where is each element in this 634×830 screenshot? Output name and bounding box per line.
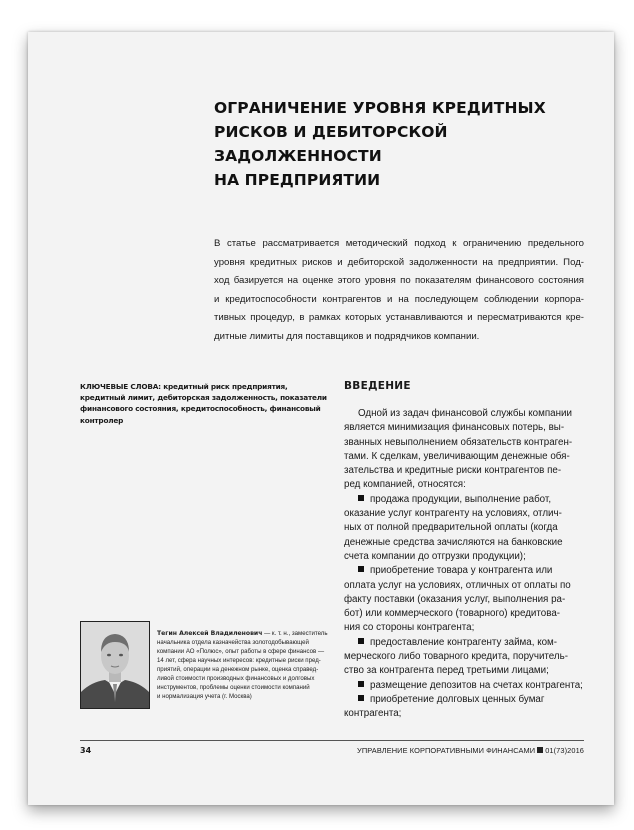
title-line: РИСКОВ И ДЕБИТОРСКОЙ ЗАДОЛЖЕННОСТИ — [214, 123, 448, 165]
journal-footer — [357, 746, 584, 755]
body-line: контрагента; — [344, 708, 402, 720]
section-heading: ВВЕДЕНИЕ — [344, 380, 411, 392]
body-line: факту поставки (оказания услуг, выполнения ра- — [344, 593, 566, 605]
abstract-line: В статье рассматривается методический подход к ограничению предельного — [214, 238, 584, 249]
abstract-line: уровня кредитных рисков и дебиторской задолженности на предприятии. Под- — [214, 256, 584, 268]
square-bullet-icon — [358, 681, 364, 687]
author-bio: инструментов, проблемы оценки стоимости компаний — [157, 683, 310, 691]
bullet-item — [344, 564, 584, 578]
square-bullet-icon — [358, 638, 364, 644]
abstract-line: тивных процедур, в рамках которых устанавливаются и пересматриваются кре- — [214, 312, 584, 324]
body-line: денежные средства зачисляются на банковские — [344, 536, 563, 548]
footer-divider — [80, 740, 584, 741]
body-line: приобретение товара у контрагента или — [370, 565, 553, 577]
title-line: ОГРАНИЧЕНИЕ УРОВНЯ КРЕДИТНЫХ — [214, 99, 546, 117]
body-line: предоставление контрагенту займа, ком- — [370, 636, 558, 648]
body-line: Одной из задач финансовой службы компании — [358, 408, 572, 419]
body-line: ство за контрагента перед третьими лицами; — [344, 665, 549, 677]
author-bio: ливой стоимости производных финансовых и долговых — [157, 674, 315, 682]
abstract-line: ход базируется на оценке этого уровня по показателям финансового состояния — [214, 275, 584, 287]
keywords: КЛЮЧЕВЫЕ СЛОВА: кредитный риск предприятия, кредитный лимит, дебиторская задолженность, показатели финансового состояния, кредитоспособность, финансовый контролер — [80, 382, 327, 425]
square-bullet-icon — [358, 566, 364, 572]
article-title — [214, 96, 594, 192]
journal-issue: 01(73)2016 — [545, 746, 584, 755]
author-bio: начальника отдела казначейства золотодобывающей — [157, 638, 309, 646]
square-bullet-icon — [358, 495, 364, 501]
bullet-item — [344, 493, 584, 507]
body-line: ред компанией, относятся: — [344, 479, 466, 491]
square-bullet-icon — [358, 695, 364, 701]
body-line: ния со стороны контрагента; — [344, 622, 475, 634]
portrait-image — [81, 622, 149, 708]
body-line: оказание услуг контрагенту на условиях, отлич- — [344, 508, 562, 520]
body-line: счета компании до отгрузки продукции); — [344, 550, 526, 562]
article-abstract — [214, 235, 584, 347]
body-line: мерческого либо товарного кредита, поручитель- — [344, 651, 568, 663]
abstract-line: дитные лимиты для поставщиков и подрядчиков компании. — [214, 330, 480, 342]
author-bio: 14 лет, сфера научных интересов: кредитные риски пред- — [157, 656, 321, 664]
bullet-item — [344, 636, 584, 650]
body-line: ных от полной предварительной оплаты (когда — [344, 522, 558, 534]
journal-name: УПРАВЛЕНИЕ КОРПОРАТИВНЫМИ ФИНАНСАМИ — [357, 746, 536, 755]
author-info — [157, 630, 329, 702]
square-separator-icon — [537, 747, 543, 753]
body-line: зательства и кредитные риски контрагентов пе- — [344, 465, 562, 477]
title-line: НА ПРЕДПРИЯТИИ — [214, 171, 381, 189]
body-line: званных невыполнением обязательств контраген- — [344, 436, 573, 448]
author-photo — [80, 621, 150, 709]
author-name: Тегин Алексей Владиленович — [157, 630, 263, 637]
author-bio: — к. т. н., заместитель — [262, 630, 328, 637]
body-line: является минимизация финансовых потерь, вы- — [344, 422, 565, 434]
body-line: оплата услуг на условиях, отличных от оплаты по — [344, 579, 571, 591]
body-line: приобретение долговых ценных бумаг — [370, 693, 545, 705]
bullet-item — [344, 679, 584, 693]
author-bio: приятий, операции на денежном рынке, оценка справед- — [157, 665, 319, 673]
page-number: 34 — [80, 746, 92, 755]
body-line: бот) или коммерческого (товарного) кредитова- — [344, 608, 561, 620]
bullet-item — [344, 693, 584, 707]
body-line: размещение депозитов на счетах контрагента; — [370, 679, 583, 691]
body-line: тами. К сделкам, увеличивающим денежные обя- — [344, 450, 570, 462]
author-bio: и нормализация учета (г. Москва) — [157, 692, 252, 700]
author-bio: компании АО «Полюс», опыт работы в сфере финансов — — [157, 647, 325, 655]
author-line — [157, 630, 329, 639]
abstract-line: и кредитоспособности контрагентов и на последующем соблюдении корпора- — [214, 293, 584, 305]
body-line: продажа продукции, выполнение работ, — [370, 493, 552, 505]
section-body — [344, 407, 584, 722]
